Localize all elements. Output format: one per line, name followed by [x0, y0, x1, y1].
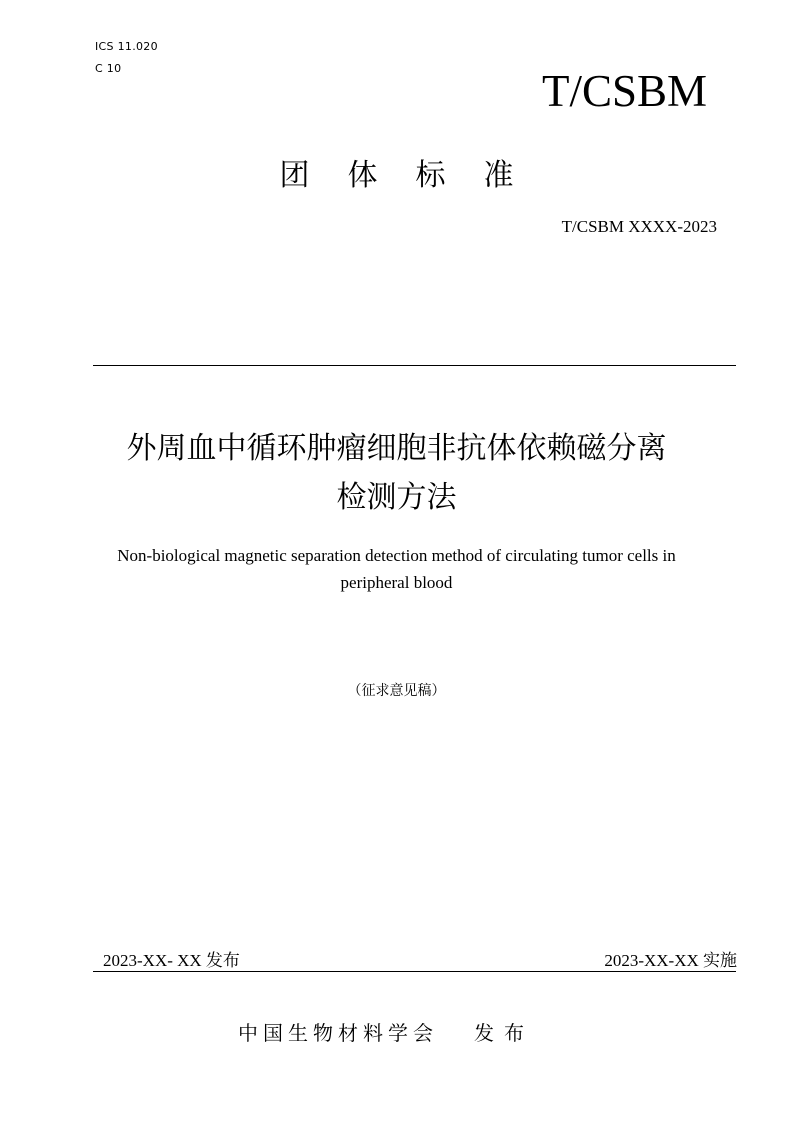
- publish-date: 2023-XX- XX 发布: [103, 951, 240, 970]
- organization-code: T/CSBM: [542, 66, 708, 116]
- title-zh-line2: 检测方法: [336, 480, 457, 515]
- publisher-line: [238, 1020, 534, 1046]
- title-en-line1: Non-biological magnetic separation detection method of circulating tumor cells in: [117, 546, 676, 565]
- implement-date: 2023-XX-XX 实施: [604, 951, 737, 970]
- ccs-code: C 10: [95, 62, 122, 75]
- publisher-name: 中国生物材料学会: [238, 1021, 438, 1045]
- standard-number: T/CSBM XXXX-2023: [561, 217, 717, 236]
- top-divider: [93, 365, 736, 366]
- title-en-line2: peripheral blood: [340, 573, 453, 592]
- title-zh-line1: 外周血中循环肿瘤细胞非抗体依赖磁分离: [126, 431, 667, 466]
- draft-status: （征求意见稿）: [347, 683, 446, 699]
- ics-code: ICS 11.020: [95, 40, 158, 53]
- bottom-divider: [93, 971, 736, 972]
- standard-type: 团体标准: [279, 158, 552, 193]
- publish-label: 发布: [474, 1021, 534, 1045]
